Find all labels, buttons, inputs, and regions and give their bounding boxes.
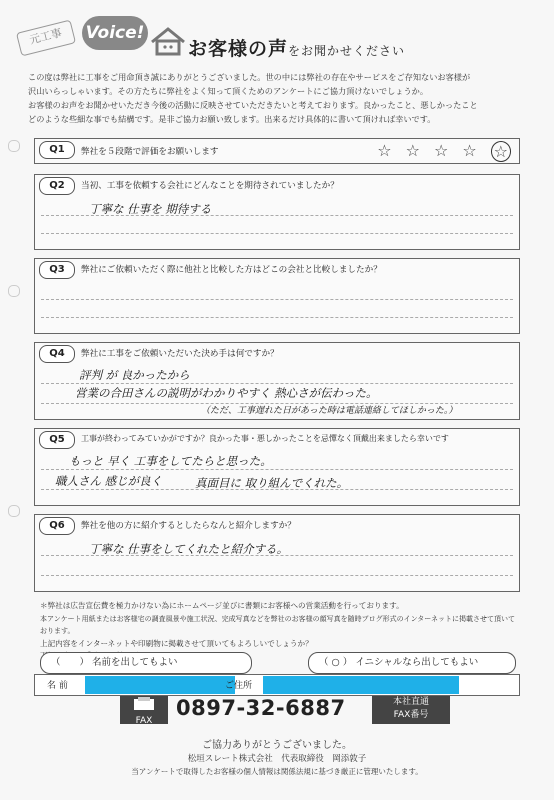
option-initial-ok[interactable]: （ ○ ） イニシャルなら出してもよい [308,652,516,674]
question-text: 弊社を５段階で評価をお願いします [81,147,219,157]
question-text: 弊社にご依頼いただく際に他社と比較した方はどこの会社と比較しましたか？ [81,265,382,275]
answer-line [41,469,513,470]
question-q3 [34,258,520,334]
question-q2 [34,174,520,250]
intro-text: この度は弊社に工事をご用命頂き誠にありがとうございました。世の中には弊社の存在やサービスをご存知ないお客様が 沢山いらっしゃいます。その方たちに弊社をよく知って頂くためのアンケートにご協力頂けないでしょうか。 お客様のお声をお聞かせいただき今後の活動に反映させていただきたいと考えております。良かったこと、悪しかったこと どのような些細な事でも結構です。是非ご協力お願い致します。出来るだけ具体的に書いて頂ければ幸いです。 [28,72,478,124]
rating-stars [377,141,511,162]
question-tag: Q4 [39,345,75,363]
answer-line [41,299,513,300]
handwritten-answer: （ただ、工事遅れた日があった時は電話連絡してほしかった。） [201,406,458,416]
star-icon[interactable]: ☆ [405,141,420,160]
privacy-text: 当アンケートで取得したお客様の個人情報は関係法規に基づき厳正に管理いたします。 [131,767,423,776]
question-q4 [34,342,520,420]
question-text: 当初、工事を依頼する会社にどんなことを期待されていましたか？ [81,181,339,191]
question-text: 弊社に工事をご依頼いただいた決め手は何ですか？ [81,349,279,359]
question-tag: Q6 [39,517,75,535]
question-text: 工事が終わってみていかがですか？良かった事・悪しかったことを忌憚なく頂戴出来ましたら幸いです [81,434,449,443]
fax-number: 0897-32-6887 [176,696,346,720]
thanks-text: ご協力ありがとうございました。 [202,740,352,751]
publish-options [40,652,516,672]
punch-hole [8,285,20,297]
answer-line [41,575,513,576]
address-label: ご住所 [225,681,253,691]
redacted-name [85,676,235,694]
handwritten-answer: 丁寧な 仕事を 期待する [89,202,212,216]
question-tag: Q2 [39,177,75,195]
star-icon[interactable]: ☆ [433,141,449,160]
name-label: 名 前 [47,681,68,691]
option-name-ok[interactable]: （ ） 名前を出してもよい [40,652,252,674]
house-icon [150,26,186,56]
question-text: 弊社を他の方に紹介するとしたらなんと紹介しますか？ [81,521,296,531]
handwritten-answer: 丁寧な 仕事をしてくれたと紹介する。 [89,542,289,556]
star-icon[interactable]: ☆ [377,141,392,160]
handwritten-answer: 真面目に 取り組んでくれた。 [195,476,349,490]
punch-hole [8,505,20,517]
voice-badge: Voice! [82,16,148,50]
handwritten-answer: 職人さん 感じが良く [55,474,163,488]
redacted-address [263,676,459,694]
answer-line [41,233,513,234]
fax-block [120,696,454,724]
company-text: 松垣スレート株式会社 代表取締役 岡添敦子 [187,754,367,764]
fax-icon: FAX [120,696,168,724]
handwritten-answer: 営業の合田さんの説明がわかりやすく 熱心さが伝わった。 [75,386,378,400]
question-tag: Q5 [39,431,75,449]
question-q6 [34,514,520,592]
consent-notes: ＊弊社は広告宣伝費を極力かけない為にホームページ並びに書類にお客様への営業活動を行っております。 本アンケート用紙またはお客様宅の調査風景や施工状況、完成写真などを弊社のお客様の顔写真を随時ブログ形式のインターネットに掲載させて頂いております。 上記内容をインターネットや印刷物に掲載させて頂いてもよろしいでしょうか？ [40,601,515,648]
question-tag: Q1 [39,141,75,159]
handwritten-answer: 評判 が 良かったから [79,368,190,382]
star-icon-selected[interactable]: ☆ [491,141,511,162]
question-q1 [34,138,520,164]
question-tag: Q3 [39,261,75,279]
answer-line [41,383,513,384]
stamp-badge: 元工事 [16,20,76,57]
fax-label: 本社直通 FAX番号 [372,696,450,724]
punch-hole [8,140,20,152]
star-icon[interactable]: ☆ [462,141,477,160]
question-q5 [34,428,520,506]
customer-info-row [34,674,520,696]
handwritten-answer: もっと 早く 工事をしてたらと思った。 [69,454,272,468]
page-title: お客様の声をお聞かせください [188,38,406,60]
answer-line [41,317,513,318]
